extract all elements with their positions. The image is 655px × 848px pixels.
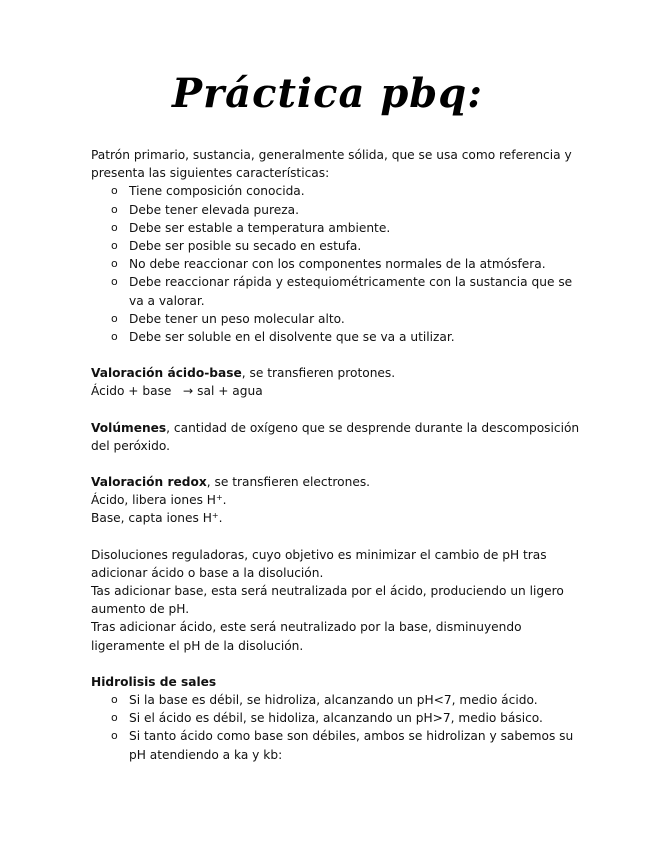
buffers-line-1: Disoluciones reguladoras, cuyo objetivo es minimizar el cambio de pH tras adicionar ácido o base a la disolución. [91, 547, 547, 580]
list-item: o Tiene composición conocida. [91, 182, 581, 200]
redox-acid-line [91, 491, 581, 509]
page-title: Práctica pbq: [172, 70, 483, 117]
period: . [222, 493, 227, 508]
redox-text: , se transfieren electrones. [206, 475, 371, 490]
document-body [91, 146, 581, 764]
list-item: o Debe reaccionar rápida y estequiométricamente con la sustancia que se va a valorar. [91, 273, 581, 309]
volumes-term: Volúmenes [91, 420, 167, 435]
acid-base-paragraph [91, 364, 581, 382]
list-item: o Si tanto ácido como base son débiles, ambos se hidrolizan y sabemos su pH atendiendo a ka y kb: [91, 727, 581, 763]
intro-paragraph: Patrón primario, sustancia, generalmente sólida, que se usa como referencia y presenta las siguientes características: [91, 148, 572, 181]
list-item: o Debe ser estable a temperatura ambiente. [91, 219, 581, 237]
hydrolysis-heading-text: Hidrolisis de sales [91, 674, 217, 689]
redox-term: Valoración redox [91, 475, 207, 490]
acid-base-equation: Ácido + base → sal + agua [91, 384, 263, 399]
list-item: o Si el ácido es débil, se hidoliza, alcanzando un pH>7, medio básico. [91, 709, 581, 727]
redox-base-text: Base, capta iones H [91, 511, 212, 526]
list-item: o Debe ser posible su secado en estufa. [91, 237, 581, 255]
acid-base-text: , se transfieren protones. [241, 366, 396, 381]
buffers-line-3: Tras adicionar ácido, este será neutralizado por la base, disminuyendo ligeramente el pH de la disolución. [91, 620, 522, 653]
list-item: o Si la base es débil, se hidroliza, alcanzando un pH<7, medio ácido. [91, 691, 581, 709]
acid-base-term: Valoración ácido-base [91, 366, 242, 381]
superscript-plus: + [215, 493, 223, 503]
redox-paragraph [91, 473, 581, 491]
buffers-line-2: Tas adicionar base, esta será neutralizada por el ácido, produciendo un ligero aumento de pH. [91, 584, 564, 617]
list-item: o Debe tener un peso molecular alto. [91, 310, 581, 328]
volumes-paragraph [91, 419, 581, 455]
list-item: o Debe tener elevada pureza. [91, 201, 581, 219]
characteristics-list [91, 182, 581, 346]
period: . [218, 511, 223, 526]
volumes-text: , cantidad de oxígeno que se desprende durante la descomposición del peróxido. [91, 420, 580, 453]
superscript-plus: + [211, 511, 219, 521]
hydrolysis-heading [91, 673, 581, 691]
redox-acid-text: Ácido, libera iones H [91, 493, 216, 508]
redox-base-line [91, 509, 581, 527]
list-item: o No debe reaccionar con los componentes normales de la atmósfera. [91, 255, 581, 273]
list-item: o Debe ser soluble en el disolvente que se va a utilizar. [91, 328, 581, 346]
hydrolysis-list [91, 691, 581, 764]
